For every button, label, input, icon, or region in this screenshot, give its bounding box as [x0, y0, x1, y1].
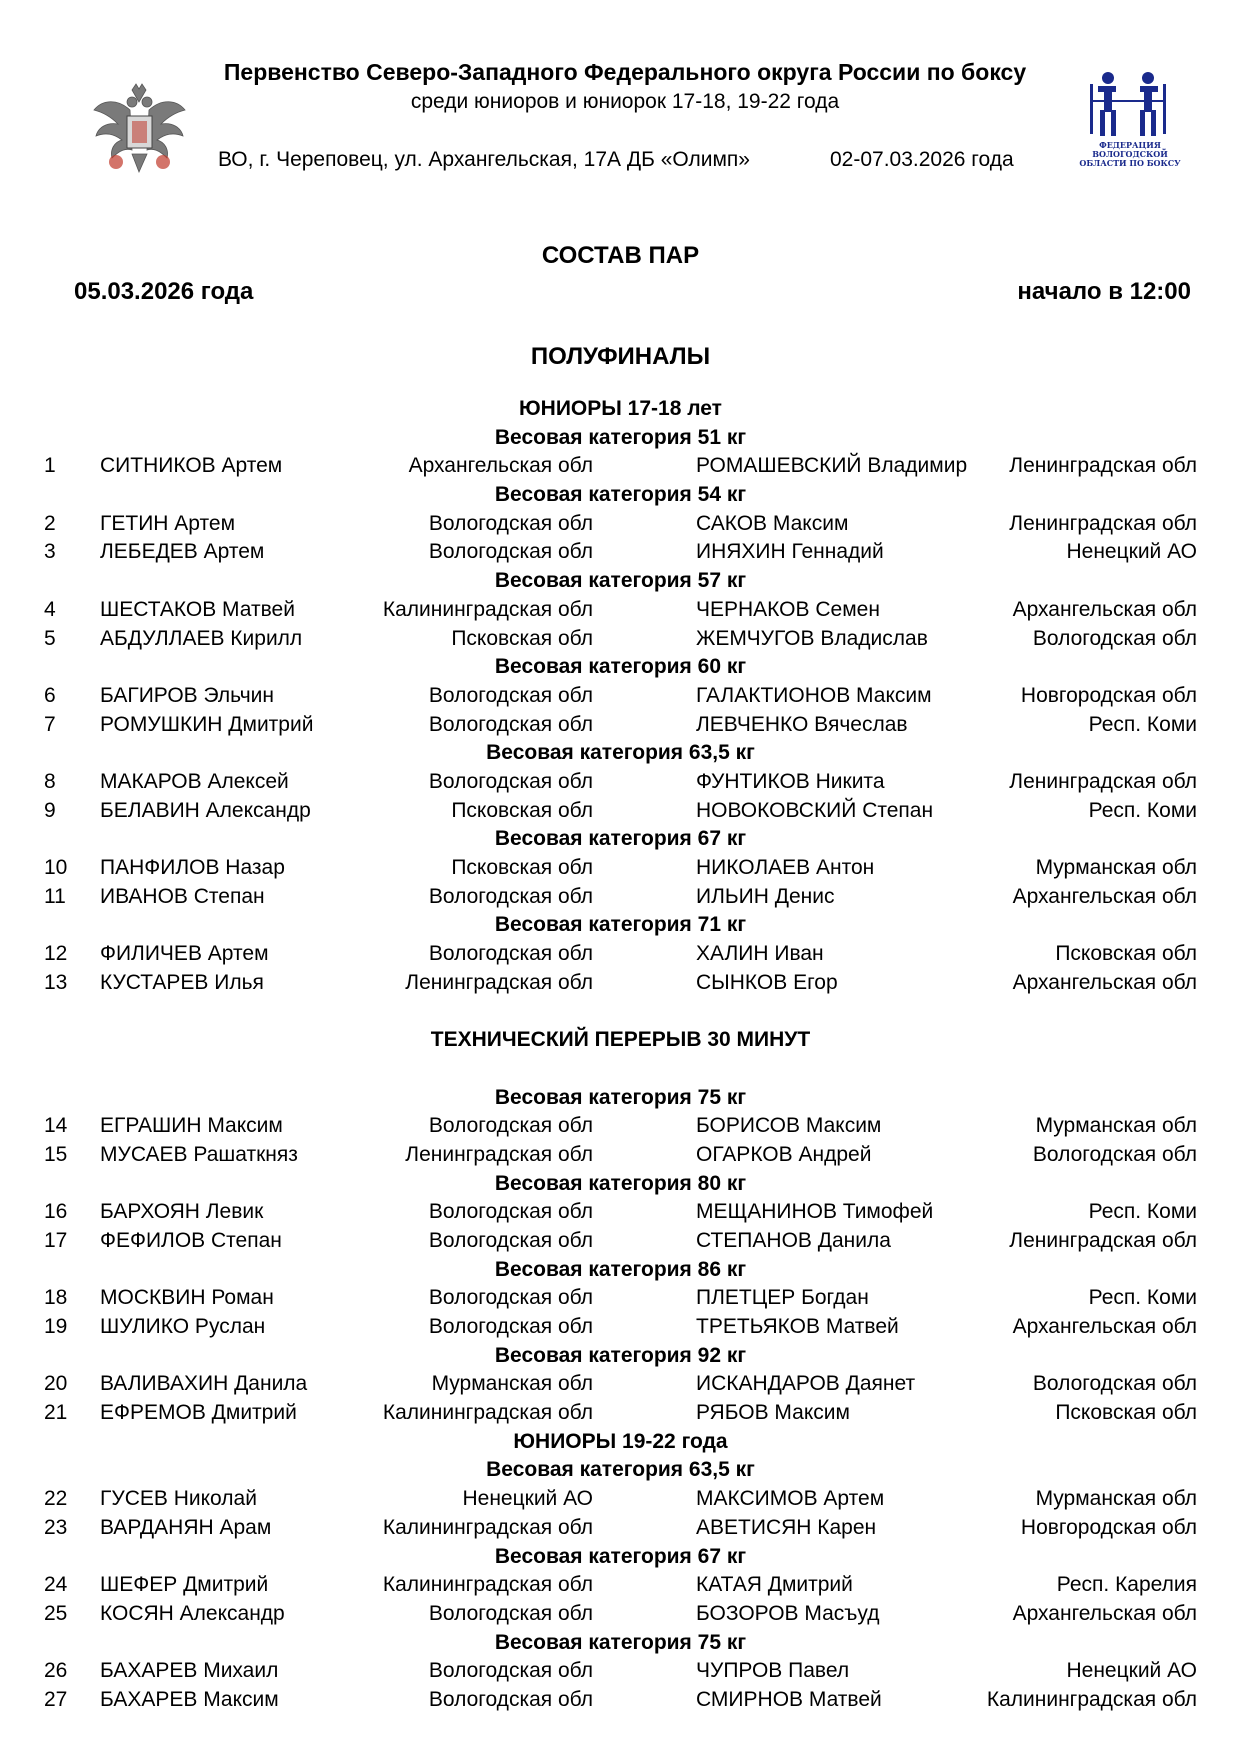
blue-corner-boxer: МЕЩАНИНОВ Тимофей: [696, 1200, 934, 1224]
red-corner-boxer: ФЕФИЛОВ Степан: [100, 1228, 282, 1252]
bout-row: [0, 883, 1241, 912]
bout-row: [0, 682, 1241, 711]
weight-category-header: Весовая категория 60 кг: [494, 655, 747, 679]
red-corner-region: Калининградская обл: [382, 597, 593, 621]
bout-number: 13: [44, 970, 68, 994]
weight-category-header: Весовая категория 54 кг: [494, 483, 747, 507]
vologda-boxing-federation-logo-icon: [1078, 70, 1182, 170]
weight-category-header: Весовая категория 63,5 кг: [486, 1458, 755, 1482]
bout-number: 23: [44, 1515, 68, 1539]
bout-row: [0, 452, 1241, 481]
bout-row: [0, 797, 1241, 826]
red-corner-boxer: ВАРДАНЯН Арам: [100, 1515, 272, 1539]
bout-row: [0, 1485, 1241, 1514]
blue-corner-region: Архангельская обл: [1012, 884, 1197, 908]
document-title: Первенство Северо-Западного Федерального округа России по боксу: [223, 59, 1027, 85]
blue-corner-boxer: САКОВ Максим: [696, 511, 849, 535]
red-corner-region: Вологодская обл: [428, 769, 593, 793]
red-corner-region: Псковская обл: [451, 626, 593, 650]
blue-corner-region: Вологодская обл: [1032, 1372, 1197, 1396]
red-corner-region: Вологодская обл: [428, 942, 593, 966]
red-corner-region: Вологодская обл: [428, 1659, 593, 1683]
red-corner-boxer: КУСТАРЕВ Илья: [100, 970, 264, 994]
blue-corner-boxer: ФУНТИКОВ Никита: [696, 769, 885, 793]
blue-corner-boxer: БОРИСОВ Максим: [696, 1114, 882, 1138]
red-corner-boxer: БАГИРОВ Эльчин: [100, 683, 274, 707]
bout-row: [0, 1657, 1241, 1686]
bout-number: 10: [44, 856, 68, 879]
red-corner-region: Мурманская обл: [431, 1372, 593, 1396]
red-corner-region: Вологодская обл: [428, 1286, 593, 1310]
bout-number: 9: [44, 798, 56, 822]
bout-row: [0, 854, 1241, 883]
red-corner-region: Вологодская обл: [428, 1114, 593, 1138]
bout-row: [0, 1571, 1241, 1600]
bout-row: [0, 510, 1241, 539]
logo-text-line-3: ОБЛАСТИ ПО БОКСУ: [1079, 158, 1181, 168]
red-corner-boxer: БАРХОЯН Левик: [100, 1200, 264, 1224]
bout-row: [0, 711, 1241, 740]
red-corner-region: Калининградская обл: [382, 1573, 593, 1597]
red-corner-region: Вологодская обл: [428, 511, 593, 535]
blue-corner-boxer: НИКОЛАЕВ Антон: [696, 856, 875, 879]
red-corner-region: Калининградская обл: [382, 1401, 593, 1425]
blue-corner-region: Ленинградская обл: [1009, 511, 1197, 535]
blue-corner-region: Мурманская обл: [1035, 856, 1197, 879]
blue-corner-boxer: ПЛЕТЦЕР Богдан: [696, 1286, 869, 1310]
bout-number: 16: [44, 1200, 68, 1224]
bout-number: 7: [44, 712, 56, 736]
blue-corner-boxer: АВЕТИСЯН Карен: [696, 1515, 877, 1539]
red-corner-boxer: ЕФРЕМОВ Дмитрий: [100, 1401, 297, 1425]
bout-number: 20: [44, 1372, 68, 1396]
logo-text-line-1: ФЕДЕРАЦИЯ: [1099, 140, 1161, 150]
blue-corner-boxer: ОГАРКОВ Андрей: [696, 1142, 872, 1166]
blue-corner-region: Ненецкий АО: [1066, 1659, 1197, 1683]
red-corner-boxer: ШЕФЕР Дмитрий: [100, 1573, 269, 1597]
blue-corner-region: Респ. Коми: [1088, 798, 1197, 822]
spacer: [0, 997, 1241, 1026]
blue-corner-region: Архангельская обл: [1012, 1315, 1197, 1338]
blue-corner-boxer: НОВОКОВСКИЙ Степан: [696, 798, 934, 822]
bout-number: 18: [44, 1286, 68, 1310]
blue-corner-boxer: БОЗОРОВ Масъуд: [696, 1601, 880, 1625]
red-corner-region: Ленинградская обл: [405, 1142, 593, 1166]
blue-corner-region: Архангельская обл: [1012, 1601, 1197, 1625]
blue-corner-boxer: СТЕПАНОВ Данила: [696, 1228, 891, 1252]
blue-corner-boxer: СМИРНОВ Матвей: [696, 1687, 882, 1711]
red-corner-region: Ненецкий АО: [462, 1487, 593, 1511]
technical-break-notice: ТЕХНИЧЕСКИЙ ПЕРЕРЫВ 30 МИНУТ: [430, 1028, 811, 1052]
red-corner-boxer: РОМУШКИН Дмитрий: [100, 712, 314, 736]
weight-category-header: Весовая категория 75 кг: [494, 1085, 747, 1109]
bout-number: 25: [44, 1601, 68, 1625]
bout-row: [0, 1141, 1241, 1170]
bouts-list: [0, 395, 1241, 1715]
bout-row: [0, 1399, 1241, 1428]
spacer: [0, 1055, 1241, 1084]
bout-number: 19: [44, 1315, 68, 1338]
bout-row: [0, 1227, 1241, 1256]
weight-category-header: Весовая категория 67 кг: [494, 1544, 747, 1568]
blue-corner-region: Вологодская обл: [1032, 1142, 1197, 1166]
bout-number: 15: [44, 1142, 68, 1166]
blue-corner-region: Архангельская обл: [1012, 597, 1197, 621]
weight-category-header: Весовая категория 86 кг: [494, 1257, 747, 1281]
blue-corner-boxer: ХАЛИН Иван: [696, 942, 824, 966]
red-corner-boxer: ШЕСТАКОВ Матвей: [100, 597, 295, 621]
blue-corner-boxer: КАТАЯ Дмитрий: [696, 1573, 853, 1597]
red-corner-region: Вологодская обл: [428, 712, 593, 736]
bout-row: [0, 1284, 1241, 1313]
red-corner-region: Вологодская обл: [428, 540, 593, 564]
red-corner-region: Псковская обл: [451, 856, 593, 879]
venue-address: ВО, г. Череповец, ул. Архангельская, 17А ДБ «Олимп»: [218, 148, 750, 171]
weight-category-header: Весовая категория 92 кг: [494, 1343, 747, 1367]
blue-corner-boxer: ЖЕМЧУГОВ Владислав: [696, 626, 928, 650]
bout-row: [0, 1514, 1241, 1543]
bout-row: [0, 625, 1241, 654]
blue-corner-region: Ленинградская обл: [1009, 1228, 1197, 1252]
blue-corner-region: Респ. Коми: [1088, 712, 1197, 736]
blue-corner-boxer: ИСКАНДАРОВ Даянет: [696, 1372, 916, 1396]
red-corner-region: Вологодская обл: [428, 1601, 593, 1625]
red-corner-boxer: БЕЛАВИН Александр: [100, 798, 311, 822]
russian-boxing-federation-emblem-icon: [92, 80, 187, 176]
red-corner-boxer: ЕГРАШИН Максим: [100, 1114, 283, 1138]
bout-number: 8: [44, 769, 56, 793]
blue-corner-boxer: РОМАШЕВСКИЙ Владимир: [696, 454, 968, 478]
blue-corner-boxer: РЯБОВ Максим: [696, 1401, 850, 1425]
bout-number: 6: [44, 683, 56, 707]
blue-corner-region: Мурманская обл: [1035, 1114, 1197, 1138]
bout-row: [0, 969, 1241, 998]
red-corner-boxer: ЛЕБЕДЕВ Артем: [100, 540, 265, 564]
weight-category-header: Весовая категория 63,5 кг: [486, 741, 755, 765]
red-corner-region: Вологодская обл: [428, 884, 593, 908]
blue-corner-boxer: ГАЛАКТИОНОВ Максим: [696, 683, 932, 707]
bout-number: 27: [44, 1687, 68, 1711]
red-corner-region: Псковская обл: [451, 798, 593, 822]
bout-number: 1: [44, 454, 56, 478]
event-dates: 02-07.03.2026 года: [830, 148, 1014, 171]
blue-corner-region: Архангельская обл: [1012, 970, 1197, 994]
age-group-header: ЮНИОРЫ 19-22 года: [513, 1429, 728, 1453]
bout-row: [0, 1313, 1241, 1342]
bout-row: [0, 596, 1241, 625]
weight-category-header: Весовая категория 71 кг: [494, 913, 747, 937]
bout-row: [0, 768, 1241, 797]
red-corner-boxer: АБДУЛЛАЕВ Кирилл: [100, 626, 303, 650]
weight-category-header: Весовая категория 57 кг: [494, 569, 747, 593]
bout-number: 11: [44, 884, 66, 908]
red-corner-boxer: ВАЛИВАХИН Данила: [100, 1372, 308, 1396]
blue-corner-region: Вологодская обл: [1032, 626, 1197, 650]
red-corner-boxer: ГУСЕВ Николай: [100, 1487, 257, 1511]
bout-number: 24: [44, 1573, 68, 1597]
red-corner-region: Вологодская обл: [428, 1200, 593, 1224]
blue-corner-boxer: ЧЕРНАКОВ Семен: [696, 597, 880, 621]
blue-corner-region: Мурманская обл: [1035, 1487, 1197, 1511]
red-corner-boxer: БАХАРЕВ Максим: [100, 1687, 279, 1711]
bout-number: 14: [44, 1114, 68, 1138]
red-corner-boxer: МОСКВИН Роман: [100, 1286, 274, 1310]
blue-corner-region: Калининградская обл: [986, 1687, 1197, 1711]
bout-number: 26: [44, 1659, 68, 1683]
red-corner-region: Вологодская обл: [428, 1315, 593, 1338]
red-corner-region: Вологодская обл: [428, 683, 593, 707]
red-corner-boxer: МУСАЕВ Рашаткняз: [100, 1142, 298, 1166]
blue-corner-region: Респ. Коми: [1088, 1286, 1197, 1310]
bout-number: 3: [44, 540, 56, 564]
bout-row: [0, 940, 1241, 969]
bout-row: [0, 538, 1241, 567]
blue-corner-region: Ненецкий АО: [1066, 540, 1197, 564]
blue-corner-region: Псковская обл: [1055, 942, 1197, 966]
red-corner-region: Архангельская обл: [408, 454, 593, 478]
weight-category-header: Весовая категория 80 кг: [494, 1171, 747, 1195]
blue-corner-boxer: ИЛЬИН Денис: [696, 884, 835, 908]
bout-row: [0, 1686, 1241, 1715]
document-subtitle: среди юниоров и юниорок 17-18, 19-22 года: [410, 90, 840, 113]
blue-corner-region: Ленинградская обл: [1009, 454, 1197, 478]
bout-number: 17: [44, 1228, 68, 1252]
blue-corner-boxer: СЫНКОВ Егор: [696, 970, 838, 994]
weight-category-header: Весовая категория 75 кг: [494, 1630, 747, 1654]
blue-corner-boxer: ЧУПРОВ Павел: [696, 1659, 850, 1683]
start-time: начало в 12:00: [1017, 278, 1191, 305]
red-corner-boxer: ФИЛИЧЕВ Артем: [100, 942, 269, 966]
bout-number: 2: [44, 511, 56, 535]
red-corner-boxer: МАКАРОВ Алексей: [100, 769, 289, 793]
red-corner-boxer: ИВАНОВ Степан: [100, 884, 265, 908]
bout-number: 5: [44, 626, 56, 650]
weight-category-header: Весовая категория 67 кг: [494, 827, 747, 851]
bout-number: 4: [44, 597, 56, 621]
blue-corner-boxer: МАКСИМОВ Артем: [696, 1487, 885, 1511]
blue-corner-region: Респ. Карелия: [1056, 1573, 1197, 1597]
blue-corner-region: Ленинградская обл: [1009, 769, 1197, 793]
bout-number: 12: [44, 942, 68, 966]
weight-category-header: Весовая категория 51 кг: [494, 425, 747, 449]
blue-corner-region: Новгородская обл: [1020, 683, 1197, 707]
blue-corner-boxer: ИНЯХИН Геннадий: [696, 540, 884, 564]
blue-corner-boxer: ТРЕТЬЯКОВ Матвей: [696, 1315, 899, 1338]
competition-date: 05.03.2026 года: [74, 278, 254, 305]
red-corner-boxer: ГЕТИН Артем: [100, 511, 236, 535]
title-block: [200, 58, 1050, 116]
stage-title: ПОЛУФИНАЛЫ: [530, 343, 711, 370]
bout-row: [0, 1198, 1241, 1227]
red-corner-boxer: ПАНФИЛОВ Назар: [100, 856, 285, 879]
document-header: [0, 0, 1241, 190]
logo-text-line-2: ВОЛОГОДСКОЙ: [1092, 149, 1168, 159]
red-corner-region: Вологодская обл: [428, 1687, 593, 1711]
blue-corner-region: Псковская обл: [1055, 1401, 1197, 1425]
blue-corner-region: Респ. Коми: [1088, 1200, 1197, 1224]
red-corner-boxer: СИТНИКОВ Артем: [100, 454, 283, 478]
red-corner-boxer: КОСЯН Александр: [100, 1601, 285, 1625]
red-corner-region: Вологодская обл: [428, 1228, 593, 1252]
blue-corner-region: Новгородская обл: [1020, 1515, 1197, 1539]
bout-row: [0, 1112, 1241, 1141]
bout-row: [0, 1370, 1241, 1399]
blue-corner-boxer: ЛЕВЧЕНКО Вячеслав: [696, 712, 908, 736]
red-corner-boxer: БАХАРЕВ Михаил: [100, 1659, 279, 1683]
red-corner-region: Ленинградская обл: [405, 970, 593, 994]
doc-title: СОСТАВ ПАР: [541, 242, 700, 269]
bout-number: 22: [44, 1487, 68, 1511]
bout-number: 21: [44, 1401, 68, 1425]
bout-row: [0, 1600, 1241, 1629]
red-corner-boxer: ШУЛИКО Руслан: [100, 1315, 266, 1338]
age-group-header: ЮНИОРЫ 17-18 лет: [519, 397, 722, 420]
red-corner-region: Калининградская обл: [382, 1515, 593, 1539]
